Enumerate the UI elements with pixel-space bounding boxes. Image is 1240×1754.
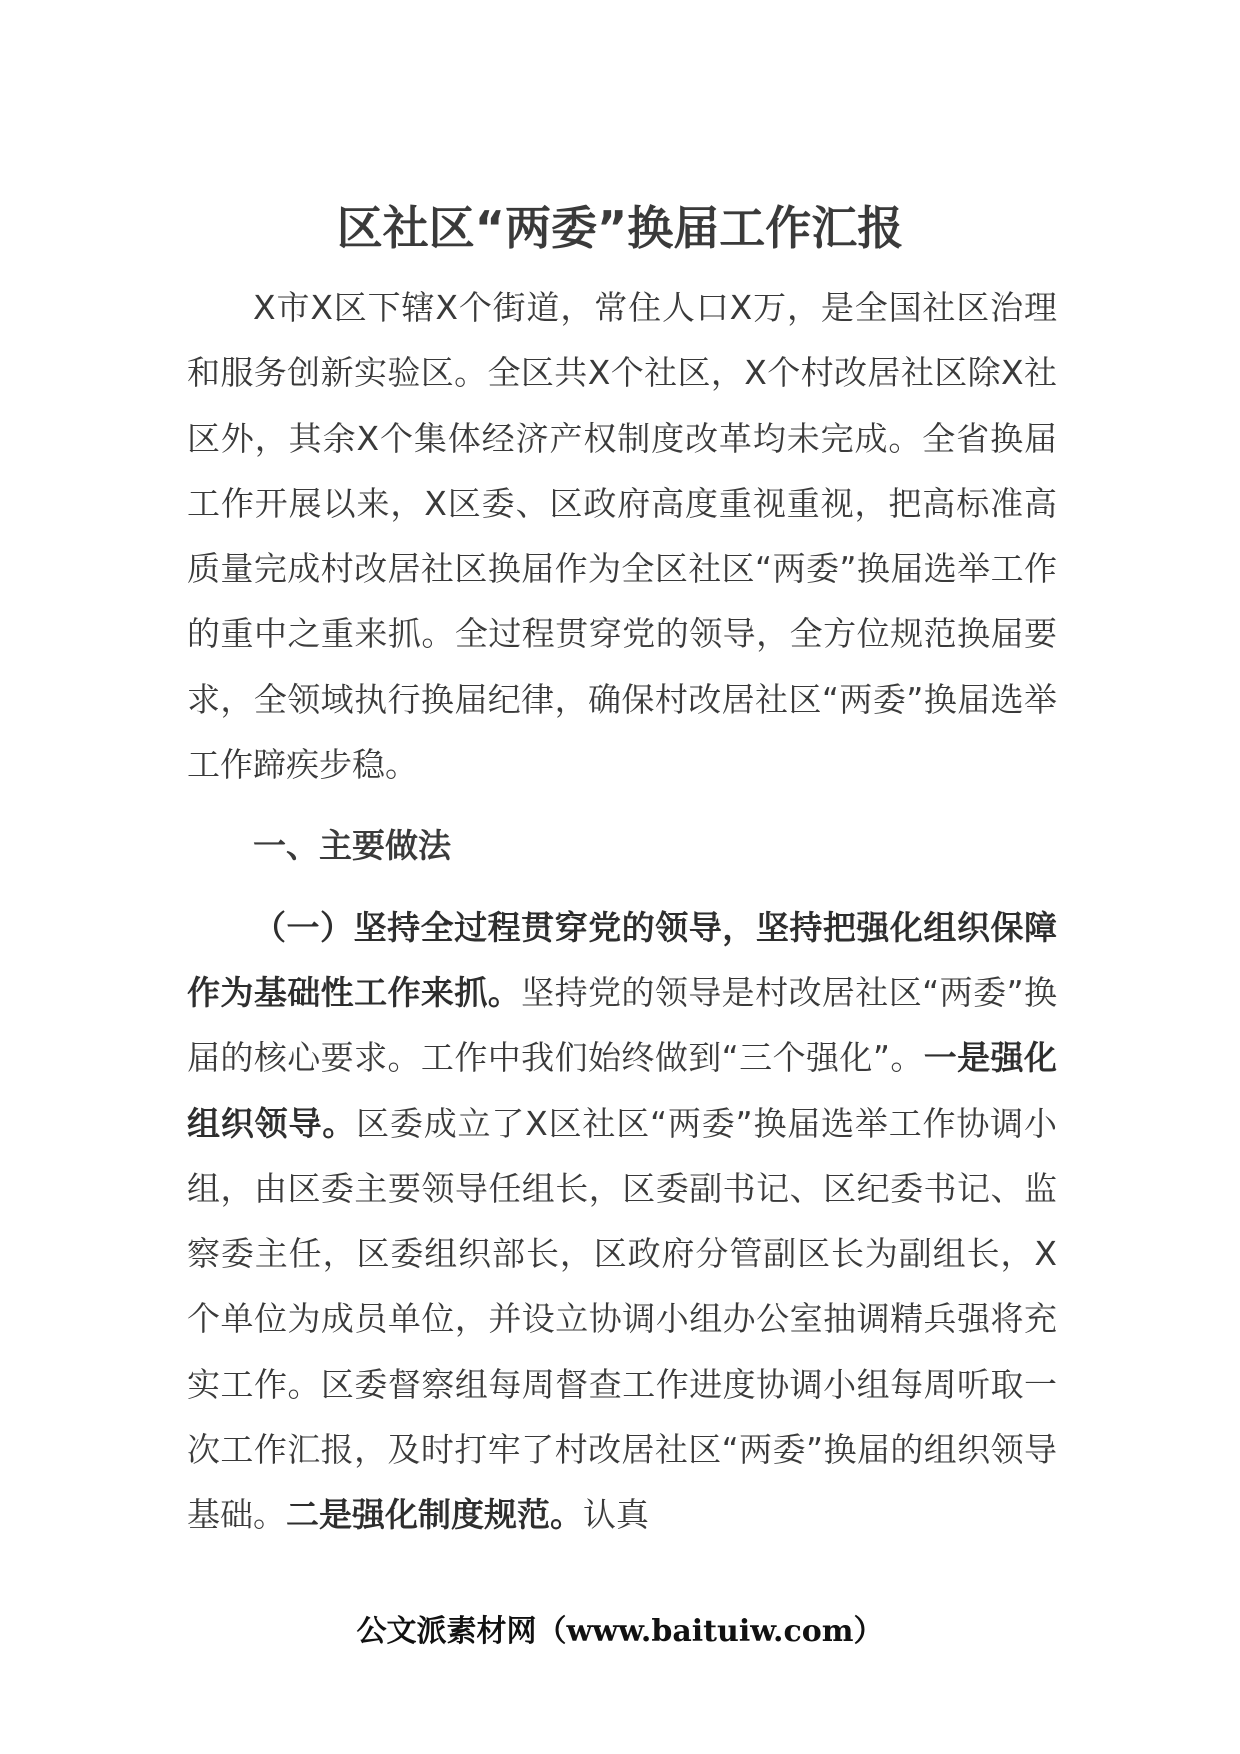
footer-watermark: 公文派素材网（www.baituiw.com） [356,1614,884,1649]
point-one-lead: 一是强化组织领导。 [187,1038,1057,1143]
body-paragraph [187,895,1057,1548]
paragraph-text: 坚持党的领导是村改居社区“两委”换届的核心要求。工作中我们始终做到“三个强化”。 [187,972,1057,1078]
point-two-lead: 二是强化制度规范。 [286,1495,583,1535]
document-title: 区社区“两委”换届工作汇报 [336,201,904,255]
section-heading: 一、主要做法 [253,826,451,866]
subsection-lead: （一）坚持全过程贯穿党的领导，坚持把强化组织保障作为基础性工作来抓。 [187,907,1057,1012]
paragraph-text: 认真 [583,1495,649,1535]
intro-paragraph: X市X区下辖X个街道，常住人口X万，是全国社区治理和服务创新实验区。全区共X个社区，X个村改居社区除X社区外，其余X个集体经济产权制度改革均未完成。全省换届工作开展以来，X区委、区政府高度重视重视，把高标准高质量完成村改居社区换届作为全区社区“两委”换届选举工作的重中之重来抓。全过程贯穿党的领导，全方位规范换届要求，全领域执行换届纪律，确保村改居社区“两委”换届选举工作蹄疾步稳。 [187,288,1057,785]
document-body [187,275,1057,1548]
paragraph-text: 区委成立了X区社区“两委”换届选举工作协调小组，由区委主要领导任组长，区委副书记、区纪委书记、监察委主任，区委组织部长，区政府分管副区长为副组长，X个单位为成员单位，并设立协调小组办公室抽调精兵强将充实工作。区委督察组每周督查工作进度协调小组每周听取一次工作汇报，及时打牢了村改居社区“两委”换届的组织领导基础。 [187,1103,1057,1535]
